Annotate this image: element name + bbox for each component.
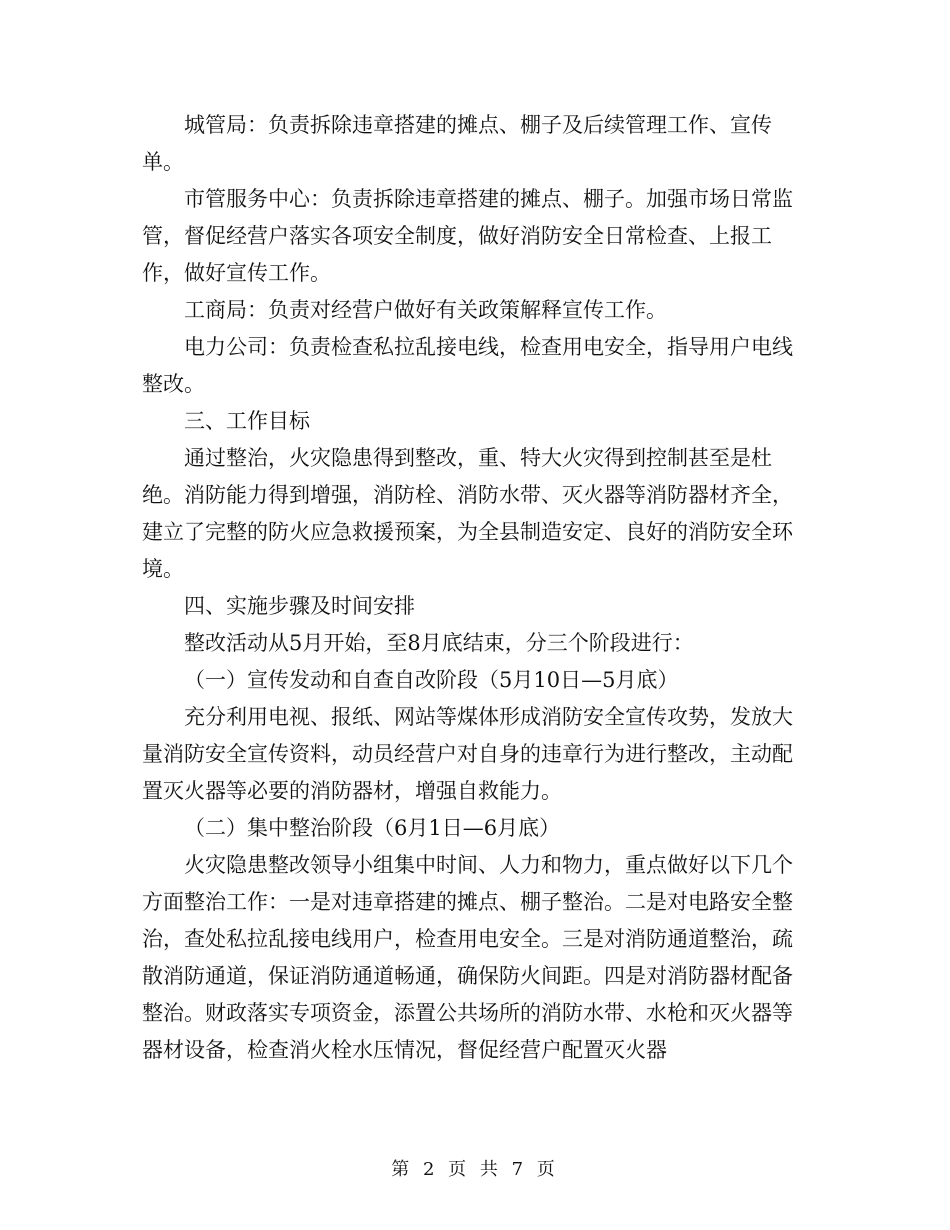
section-heading-work-goals: 三、工作目标 <box>184 409 310 433</box>
paragraph-industry-commerce-bureau: 工商局：负责对经营户做好有关政策解释宣传工作。 <box>184 298 667 322</box>
subheading-phase-one: （一）宣传发动和自查自改阶段（5月10日—5月底） <box>184 668 679 692</box>
paragraph-schedule-overview: 整改活动从5月开始，至8月底结束，分三个阶段进行： <box>184 631 694 655</box>
paragraph-market-service-center: 市管服务中心：负责拆除违章搭建的摊点、棚子。加强市场日常监管，督促经营户落实各项安全制度，做好消防安全日常检查、上报工作，做好宣传工作。 <box>142 187 793 285</box>
paragraph-phase-two: 火灾隐患整改领导小组集中时间、人力和物力，重点做好以下几个方面整治工作：一是对违章搭建的摊点、棚子整治。二是对电路安全整治，查处私拉乱接电线用户，检查用电安全。三是对消防通道整治，疏散消防通道，保证消防通道畅通，确保防火间距。四是对消防器材配备整治。财政落实专项资金，添置公共场所的消防水带、水枪和灭火器等器材设备，检查消火栓水压情况，督促经营户配置灭火器 <box>142 853 793 1062</box>
paragraph-work-goals: 通过整治，火灾隐患得到整改，重、特大火灾得到控制甚至是杜绝。消防能力得到增强，消防栓、消防水带、灭火器等消防器材齐全，建立了完整的防火应急救援预案，为全县制造安定、良好的消防安全环境。 <box>142 446 793 581</box>
paragraph-power-company: 电力公司：负责检查私拉乱接电线，检查用电安全，指导用户电线整改。 <box>142 335 793 396</box>
paragraph-phase-one: 充分利用电视、报纸、网站等煤体形成消防安全宣传攻势，发放大量消防安全宣传资料，动员经营户对自身的违章行为进行整改，主动配置灭火器等必要的消防器材，增强自救能力。 <box>142 705 793 803</box>
section-heading-implementation-steps: 四、实施步骤及时间安排 <box>184 594 415 618</box>
subheading-phase-two: （二）集中整治阶段（6月1日—6月底） <box>184 816 561 840</box>
paragraph-urban-management: 城管局：负责拆除违章搭建的摊点、棚子及后续管理工作、宣传单。 <box>142 113 772 174</box>
document-body <box>142 107 798 1069</box>
page-footer: 第 2 页 共 7 页 <box>391 1159 559 1180</box>
